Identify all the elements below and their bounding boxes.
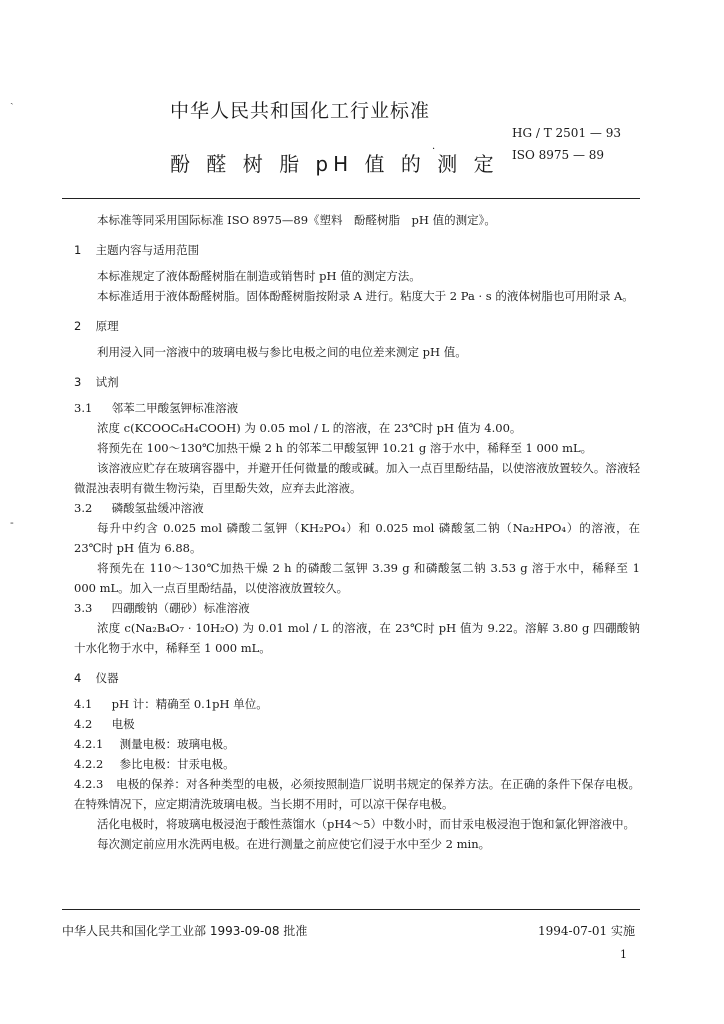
section-heading: [74, 668, 640, 688]
paragraph: 本标准规定了液体酚醛树脂在制造或销售时 pH 值的测定方法。: [97, 269, 421, 283]
section-heading: [74, 316, 640, 336]
effective-date: 1994-07-01 实施: [538, 924, 636, 938]
subsection-title: 四硼酸钠（硼砂）标准溶液: [111, 601, 250, 615]
clause-text: 电极: [111, 717, 135, 731]
page-number: 1: [620, 948, 627, 961]
clause-text: 测量电极：玻璃电极。: [119, 737, 235, 751]
paragraph: 每升中约含 0.025 mol 磷酸二氢钾（KH₂PO₄）和 0.025 mol 磷酸氢二钠（Na₂HPO₄）的溶液，在 23℃时 pH 值为 6.88。: [74, 521, 640, 555]
paragraph: 该溶液应贮存在玻璃容器中，并避开任何微量的酸或碱。加入一点百里酚结晶，以使溶液放置较久。溶液轻微混浊表明有微生物污染，百里酚失效，应弃去此溶液。: [74, 461, 640, 495]
document-body: [74, 210, 640, 854]
subsection-number: 3.1: [74, 401, 93, 415]
clause-number: 4.2: [74, 717, 93, 731]
approval-line: 中华人民共和国化学工业部 1993-09-08 批准: [62, 924, 308, 938]
clause-number: 4.2.1: [74, 737, 104, 751]
section-heading: [74, 372, 640, 392]
document-title: 酚 醛 树 脂 pH 值 的 测 定: [170, 152, 499, 176]
intro-paragraph: 本标准等同采用国际标准 ISO 8975—89《塑料 酚醛树脂 pH 值的测定》。: [97, 213, 496, 227]
paragraph: 每次测定前应用水洗两电极。在进行测量之前应使它们浸于水中至少 2 min。: [97, 837, 491, 851]
bottom-divider: [62, 909, 640, 910]
subsection-number: 3.3: [74, 601, 93, 615]
paragraph: 将预先在 100～130℃加热干燥 2 h 的邻苯二甲酸氢钾 10.21 g 溶于水中，稀释至 1 000 mL。: [97, 441, 593, 455]
paragraph: 浓度 c(KCOOC₆H₄COOH) 为 0.05 mol / L 的溶液，在 23℃时 pH 值为 4.00。: [97, 421, 522, 435]
clause-text: 参比电极：甘汞电极。: [119, 757, 235, 771]
margin-mark: -: [10, 516, 14, 529]
clause: [74, 714, 640, 734]
subsection-heading: [74, 598, 640, 618]
subsection-title: 邻苯二甲酸氢钾标准溶液: [111, 401, 239, 415]
section-number: 1: [74, 243, 82, 257]
margin-mark: ˏ: [10, 92, 14, 105]
section-number: 4: [74, 671, 82, 685]
clause-number: 4.2.3: [74, 777, 104, 791]
standard-codes: [512, 122, 621, 166]
standard-code-iso: ISO 8975 — 89: [512, 148, 605, 162]
section-number: 2: [74, 319, 82, 333]
section-title: 仪器: [95, 671, 119, 685]
clause: [74, 694, 640, 714]
title-dot: ·: [432, 144, 436, 155]
subsection-heading: [74, 398, 640, 418]
standard-code-hg: HG / T 2501 — 93: [512, 126, 621, 140]
section-title: 试剂: [95, 375, 119, 389]
paragraph: 活化电极时，将玻璃电极浸泡于酸性蒸馏水（pH4～5）中数小时，而甘汞电极浸泡于饱和氯化钾溶液中。: [97, 817, 636, 831]
section-title: 主题内容与适用范围: [95, 243, 200, 257]
clause: [74, 754, 640, 774]
clause-number: 4.1: [74, 697, 93, 711]
clause: [74, 734, 640, 754]
paragraph: 本标准适用于液体酚醛树脂。固体酚醛树脂按附录 A 进行。粘度大于 2 Pa · s 的液体树脂也可用附录 A。: [97, 289, 634, 303]
clause-text: pH 计：精确至 0.1pH 单位。: [111, 697, 268, 711]
section-title: 原理: [95, 319, 119, 333]
subsection-heading: [74, 498, 640, 518]
paragraph: 利用浸入同一溶液中的玻璃电极与参比电极之间的电位差来测定 pH 值。: [97, 345, 467, 359]
section-number: 3: [74, 375, 82, 389]
top-divider: [62, 198, 640, 199]
paragraph: 将预先在 110～130℃加热干燥 2 h 的磷酸二氢钾 3.39 g 和磷酸氢二钠 3.53 g 溶于水中，稀释至 1 000 mL。加入一点百里酚结晶，以使溶液放置较久。: [74, 561, 640, 595]
clause-number: 4.2.2: [74, 757, 104, 771]
clause: [74, 774, 640, 814]
subsection-number: 3.2: [74, 501, 93, 515]
clause-text: 电极的保养：对各种类型的电极，必须按照制造厂说明书规定的保养方法。在正确的条件下保存电极。在特殊情况下，应定期清洗玻璃电极。当长期不用时，可以凉干保存电极。: [74, 777, 640, 811]
paragraph: 浓度 c(Na₂B₄O₇ · 10H₂O) 为 0.01 mol / L 的溶液，在 23℃时 pH 值为 9.22。溶解 3.80 g 四硼酸钠十水化物于水中，稀释至 1 000 mL。: [74, 621, 640, 655]
org-title: 中华人民共和国化工行业标准: [170, 100, 431, 122]
subsection-title: 磷酸氢盐缓冲溶液: [111, 501, 204, 515]
section-heading: [74, 240, 640, 260]
